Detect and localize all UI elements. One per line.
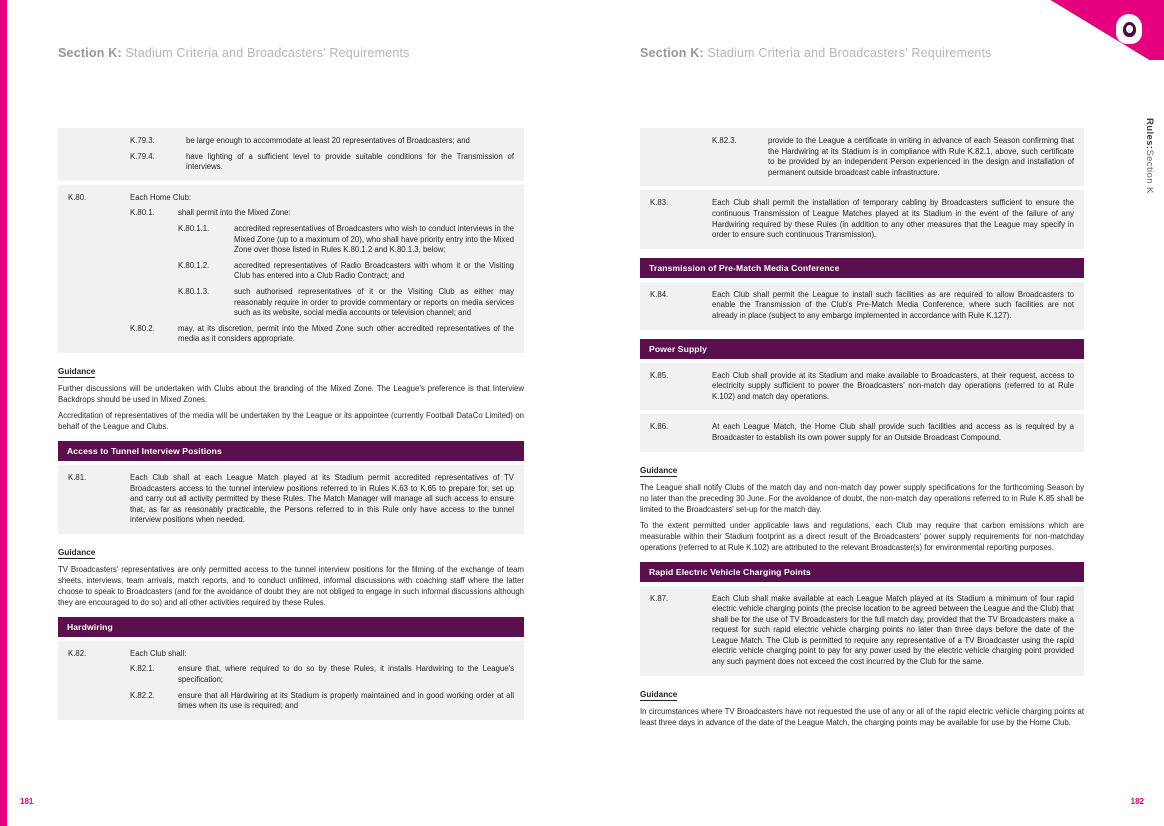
clause-row <box>130 152 514 173</box>
side-tab-rules-section-k <box>1140 118 1156 194</box>
clause-row <box>178 287 514 319</box>
guidance-title: Guidance <box>640 689 678 699</box>
section-heading-power-supply: Power Supply <box>640 339 1084 359</box>
clause-row <box>712 136 1074 178</box>
clause-number: K.80.2. <box>130 323 155 333</box>
header-section-title: Stadium Criteria and Broadcasters' Requirements <box>125 46 410 60</box>
header-section-label: Section K: <box>58 46 122 60</box>
clause-text: ensure that, where required to do so by these Rules, it installs Hardwiring to the League's specification; <box>178 664 514 685</box>
clause-number: K.79.4. <box>130 151 155 161</box>
clause-box-k86 <box>640 414 1084 451</box>
premier-league-crest-icon <box>1116 14 1142 44</box>
clause-text: accredited representatives of Radio Broadcasters with whom it or the Visiting Club has entered into a Club Radio Contract; and <box>234 260 514 281</box>
page-header-right <box>640 46 992 60</box>
page-spine-accent <box>0 0 7 826</box>
guidance-paragraph: In circumstances where TV Broadcasters have not requested the use of any or all of the rapid electric vehicle charging points at least three days in advance of the date of the League Match, the charging points may be available for use by the Home Club. <box>640 706 1084 727</box>
guidance-title: Guidance <box>58 366 96 376</box>
section-heading-access-to-tunnel-interview-positions: Access to Tunnel Interview Positions <box>58 441 524 461</box>
clause-text: Each Club shall permit the installation of temporary cabling by Broadcasters sufficient to ensure the continuous Transmission of League Matches played at its Stadium in the event of the failure of any Hardwiring required by these Rules (in addition to any other measures that the League may specify in order to ensure such continuous Transmission). <box>712 198 1074 240</box>
clause-number: K.82. <box>68 648 87 658</box>
clause-text: Each Club shall provide at its Stadium and make available to Broadcasters, at their request, access to electricity supply sufficient to power the Broadcasters' non-match day operations (referred to at Rule K.102) and match day operations. <box>712 370 1074 401</box>
clause-number: K.80.1.1. <box>178 223 210 233</box>
clause-row <box>650 371 1074 403</box>
clause-number: K.86. <box>650 422 669 432</box>
guidance-paragraph: The League shall notify Clubs of the match day and non-match day power supply specifications for the forthcoming Season by no later than the preceding 30 June. For the avoidance of doubt, the non-match day operations referred to in Rule K.85 shall be limited to the Broadcasters' set-up for the match day. <box>640 482 1084 514</box>
clause-text: Each Club shall: <box>130 648 187 658</box>
clause-text: may, at its discretion, permit into the Mixed Zone such other accredited representatives of the media as it considers appropriate. <box>178 323 514 344</box>
crest-lion-shape <box>1123 22 1136 37</box>
clause-text: Each Home Club: <box>130 192 192 202</box>
left-page-content <box>58 128 524 724</box>
clause-box-k81 <box>58 465 524 534</box>
clause-text: have lighting of a sufficient level to provide suitable conditions for the Transmission of interviews. <box>186 151 514 172</box>
clause-row <box>130 208 514 219</box>
clause-number: K.82.2. <box>130 690 155 700</box>
header-section-label: Section K: <box>640 46 704 60</box>
clause-text: accredited representatives of Broadcasters who wish to conduct interviews in the Mixed Zone (up to a maximum of 20), who shall have priority entry into the Mixed Zone over those listed in Rules K.80.1.2 and K.80.1.3, below; <box>234 223 514 255</box>
clause-row <box>68 649 514 660</box>
clause-text: ensure that all Hardwiring at its Stadium is properly maintained and in good working order at all times when its use is required; and <box>178 690 514 711</box>
clause-number: K.80.1.2. <box>178 260 210 270</box>
clause-row <box>130 324 514 345</box>
clause-number: K.80.1.3. <box>178 286 210 296</box>
side-tab-bold: Rules: <box>1144 118 1155 150</box>
clause-row <box>650 422 1074 443</box>
clause-text: Each Club shall permit the League to install such facilities as are required to allow Broadcasters to enable the Transmission of the Club's Pre-Match Media Conference, where such facilities are not already in place (subject to any embargo implemented in accordance with Rule K.127). <box>712 289 1074 320</box>
clause-box-k79 <box>58 128 524 181</box>
guidance-paragraph: Accreditation of representatives of the media will be undertaken by the League or its appointee (currently Football DataCo Limited) on behalf of the League and Clubs. <box>58 410 524 431</box>
clause-text: Each Club shall make available at each League Match played at its Stadium a minimum of four rapid electric vehicle charging points (the precise location to be agreed between the League and the Club) that shall be for the use of TV Broadcasters for the full match day, provided that the TV Broadcasters make a request for such rapid electric vehicle charging points no later than three days before the date of the League Match. The Club is permitted to require any representative of a TV Broadcaster using the rapid electric vehicle charging point to pay for any power used by the electric vehicle charging point provided any such payment does not exceed the cost incurred by the Club for the same. <box>712 593 1074 667</box>
clause-box-k84 <box>640 282 1084 330</box>
clause-number: K.87. <box>650 593 669 603</box>
clause-box-k82 <box>58 641 524 720</box>
page-header-left <box>58 46 410 60</box>
clause-text: Each Club shall at each League Match played at its Stadium permit accredited representatives of TV Broadcasters access to the tunnel interview positions referred to in Rules K.63 to K.65 to prepare for, set up and carry out all activity permitted by these Rules. The Match Manager will manage all such access to ensure that, as far as reasonably practicable, the Persons referred to in this Rule only have access to the tunnel interview positions when needed. <box>130 472 514 525</box>
clause-number: K.82.1. <box>130 664 155 674</box>
clause-text: shall permit into the Mixed Zone: <box>178 208 291 218</box>
clause-row <box>130 136 514 147</box>
right-page-content <box>640 128 1084 733</box>
guidance-paragraph: To the extent permitted under applicable laws and regulations, each Club may require that carbon emissions which are measurable within their Stadium footprint as a direct result of the Broadcasters' power supply requirements for non-matchday operations (referred to at Rule K.102) are attributed to the relevant Broadcaster(s) for environmental reporting purposes. <box>640 520 1084 552</box>
clause-box-k82-3 <box>640 128 1084 186</box>
clause-number: K.80. <box>68 192 87 202</box>
section-heading-rapid-electric-vehicle-charging-points: Rapid Electric Vehicle Charging Points <box>640 562 1084 582</box>
page-number-right: 182 <box>1130 797 1144 806</box>
guidance-paragraph: TV Broadcasters' representatives are only permitted access to the tunnel interview positions for the filming of the exchange of team sheets, interviews, team arrivals, match reports, and to conduct unfilmed, informal discussions with coaching staff where the latter choose to speak to Broadcasters (and for the avoidance of doubt they are not obliged to engage in such informal discussions although they are encouraged to do so) and all other activities required by these Rules. <box>58 564 524 607</box>
clause-row <box>130 664 514 685</box>
clause-box-k83 <box>640 190 1084 248</box>
clause-number: K.81. <box>68 472 87 482</box>
clause-number: K.79.3. <box>130 136 155 145</box>
guidance-title: Guidance <box>640 465 678 475</box>
clause-number: K.85. <box>650 370 669 380</box>
magenta-wedge <box>1049 0 1164 60</box>
clause-text: At each League Match, the Home Club shall provide such facilities and access as is required by a Broadcaster to establish its own power supply for an Outside Broadcast Compound. <box>712 422 1074 442</box>
clause-row <box>650 594 1074 668</box>
clause-number: K.80.1. <box>130 208 155 218</box>
clause-text: such authorised representatives of it or the Visiting Club as either may reasonably require in order to provide commentary or reports on media services such as its website, social media accounts or television channel; and <box>234 286 514 318</box>
clause-row <box>130 691 514 712</box>
header-section-title: Stadium Criteria and Broadcasters' Requirements <box>707 46 992 60</box>
section-heading-hardwiring: Hardwiring <box>58 617 524 637</box>
clause-box-k80 <box>58 185 524 353</box>
clause-text: be large enough to accommodate at least 20 representatives of Broadcasters; and <box>186 136 470 145</box>
page-number-left: 181 <box>20 797 34 806</box>
guidance-paragraph: Further discussions will be undertaken with Clubs about the branding of the Mixed Zone. The League's preference is that Interview Backdrops should be used in Mixed Zones. <box>58 383 524 404</box>
clause-row <box>650 198 1074 240</box>
clause-number: K.82.3. <box>712 136 737 145</box>
clause-box-k87 <box>640 586 1084 676</box>
right-page <box>582 0 1164 826</box>
clause-row <box>178 224 514 256</box>
section-heading-transmission-of-pre-match-media-conference: Transmission of Pre-Match Media Conference <box>640 258 1084 278</box>
clause-row <box>68 193 514 204</box>
clause-row <box>178 261 514 282</box>
clause-number: K.83. <box>650 198 669 208</box>
clause-text: provide to the League a certificate in writing in advance of each Season confirming that the Hardwiring at its Stadium is in compliance with Rule K.82.1, above, such certificate to be provided by an independent Person experienced in the design and installation of permanent outside broadcast cable infrastructure. <box>768 136 1074 177</box>
clause-box-k85 <box>640 363 1084 411</box>
guidance-title: Guidance <box>58 547 96 557</box>
clause-row <box>650 290 1074 322</box>
side-tab-rest: Section K <box>1144 149 1155 194</box>
clause-number: K.84. <box>650 289 669 299</box>
corner-wedge <box>1049 0 1164 60</box>
clause-row <box>68 473 514 526</box>
